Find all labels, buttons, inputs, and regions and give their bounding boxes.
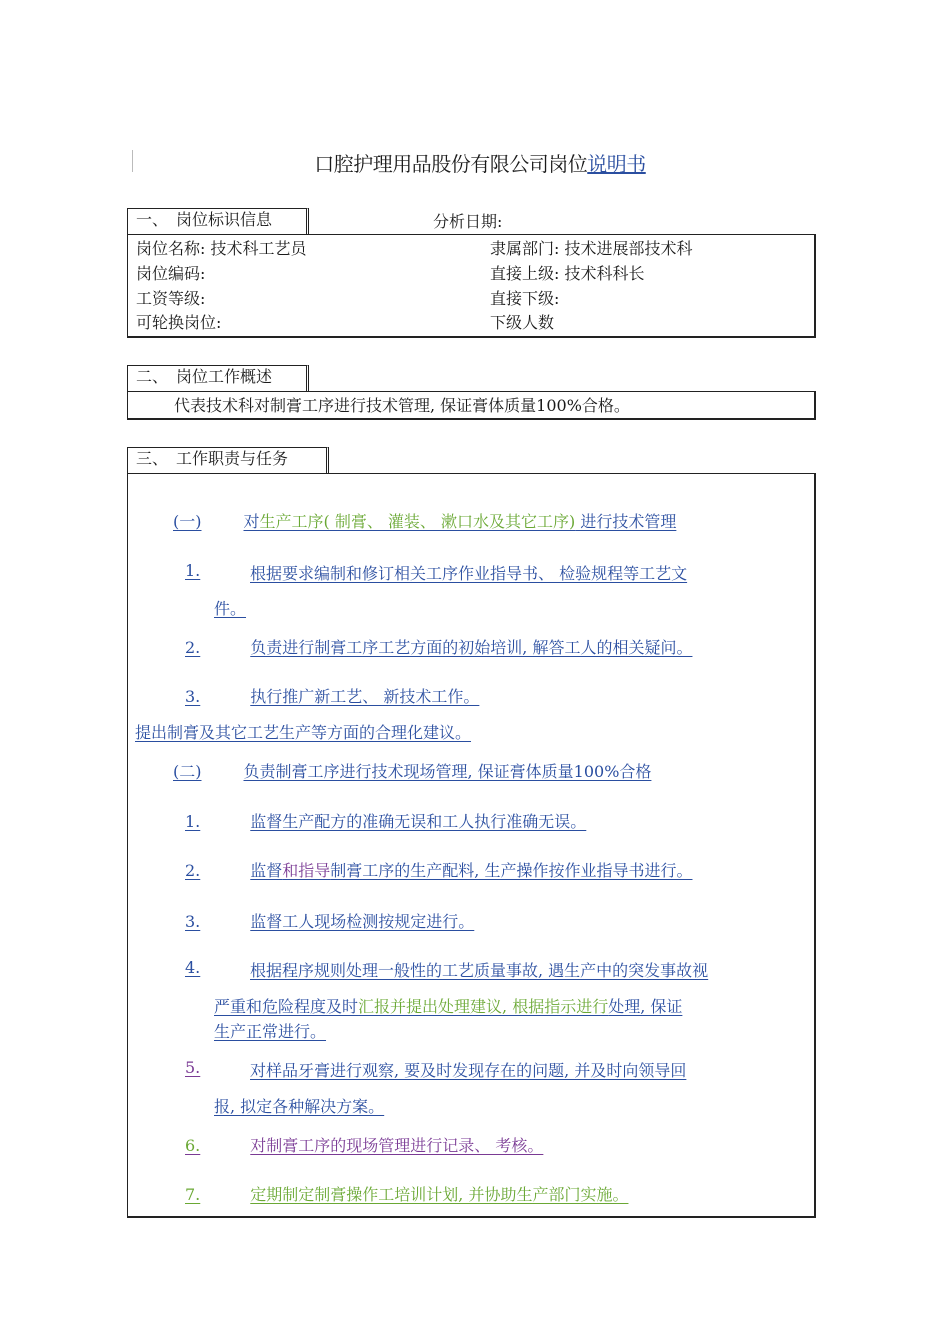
g1-item-3 [185, 684, 479, 707]
title-tail: 说明书 [587, 152, 646, 176]
g2-item-2-text-b: 和指导 [282, 861, 331, 880]
g2-item-4-line1: 根据程序规则处理一般性的工艺质量事故, 遇生产中的突发事故视 [250, 961, 709, 980]
g2-item-1 [185, 809, 586, 832]
job-title: 岗位名称: 技术科工艺员 [136, 239, 307, 258]
g2-item-6 [185, 1133, 543, 1156]
g1-item-3-num: 3. [185, 687, 201, 706]
g2-item-4-line2 [214, 994, 806, 1017]
group2-num: (二) [173, 762, 202, 781]
g1-item-2 [185, 635, 692, 658]
g1-item-2-num: 2. [185, 638, 201, 657]
group1-text-a: 对 [243, 512, 260, 531]
section2-tab [127, 365, 309, 392]
g2-item-2-num: 2. [185, 861, 201, 880]
g2-item-4-line3: 生产正常进行。 [214, 1022, 327, 1041]
g2-item-7-num: 7. [185, 1185, 201, 1204]
salary-grade: 工资等级: [136, 289, 206, 308]
rotatable-post: 可轮换岗位: [136, 313, 222, 332]
subordinate-count: 下级人数 [490, 313, 555, 332]
section2-box [127, 391, 816, 420]
g2-item-2-text-c: 制膏工序的生产配料, 生产操作按作业指导书进行。 [330, 861, 693, 880]
section3-tab [127, 447, 329, 474]
job-summary: 代表技术科对制膏工序进行技术管理, 保证膏体质量100%合格。 [174, 396, 630, 415]
g2-item-7-text: 定期制定制膏操作工培训计划, 并协助生产部门实施。 [250, 1185, 629, 1204]
g1-item-1-line1: 根据要求编制和修订相关工序作业指导书、 检验规程等工艺文 [250, 564, 688, 583]
g2-item-4-num: 4. [185, 958, 201, 977]
g2-item-1-num: 1. [185, 812, 201, 831]
group1-heading [173, 509, 676, 532]
g2-item-6-text: 对制膏工序的现场管理进行记录、 考核。 [250, 1136, 544, 1155]
g2-item-5-line2: 报, 拟定各种解决方案。 [214, 1097, 385, 1116]
g2-item-5-num: 5. [185, 1058, 201, 1077]
section2-tab-label: 二、 岗位工作概述 [136, 367, 273, 386]
group2-text: 负责制膏工序进行技术现场管理, 保证膏体质量100%合格 [243, 762, 652, 781]
g2-item-7 [185, 1182, 628, 1205]
title-main: 口腔护理用品股份有限公司岗位 [314, 152, 588, 176]
title-margin-bar [132, 150, 133, 172]
g2-item-2-text-a: 监督 [250, 861, 283, 880]
g2-item-4-line2-a: 严重和危险程度及时 [214, 997, 359, 1016]
analysis-date: 分析日期: [433, 212, 503, 231]
page-title [150, 148, 810, 177]
group1-text-c: 进行技术管理 [575, 512, 677, 531]
group1-num: (一) [173, 512, 202, 531]
g2-item-5-line1: 对样品牙膏进行观察, 要及时发现存在的问题, 并及时向领导回 [250, 1061, 687, 1080]
section3-tab-label: 三、 工作职责与任务 [136, 449, 289, 468]
department: 隶属部门: 技术进展部技术科 [490, 239, 693, 258]
g1-item-1-line2: 件。 [214, 599, 247, 618]
direct-superior: 直接上级: 技术科科长 [490, 264, 645, 283]
g2-item-4-line2-b: 汇报并提出处理建议, 根据指示进行 [358, 997, 609, 1016]
section1-box [127, 234, 816, 338]
direct-subordinate: 直接下级: [490, 289, 560, 308]
section1-tab-label: 一、 岗位标识信息 [136, 210, 273, 229]
g2-item-3 [185, 909, 474, 932]
g2-item-3-num: 3. [185, 912, 201, 931]
group1-text-b: 生产工序( 制膏、 灌装、 漱口水及其它工序) [259, 512, 576, 531]
loose-line: 提出制膏及其它工艺生产等方面的合理化建议。 [135, 723, 472, 742]
g1-item-3-text: 执行推广新工艺、 新技术工作。 [250, 687, 480, 706]
g2-item-4-line2-c: 处理, 保证 [608, 997, 683, 1016]
job-code: 岗位编码: [136, 264, 206, 283]
g1-item-2-text: 负责进行制膏工序工艺方面的初始培训, 解答工人的相关疑问。 [250, 638, 693, 657]
section1-tab [127, 208, 309, 235]
group2-heading [173, 759, 651, 782]
g2-item-6-num: 6. [185, 1136, 201, 1155]
g2-item-1-text: 监督生产配方的准确无误和工人执行准确无误。 [250, 812, 587, 831]
g2-item-2 [185, 858, 692, 881]
g2-item-3-text: 监督工人现场检测按规定进行。 [250, 912, 475, 931]
g1-item-1-num: 1. [185, 561, 201, 580]
